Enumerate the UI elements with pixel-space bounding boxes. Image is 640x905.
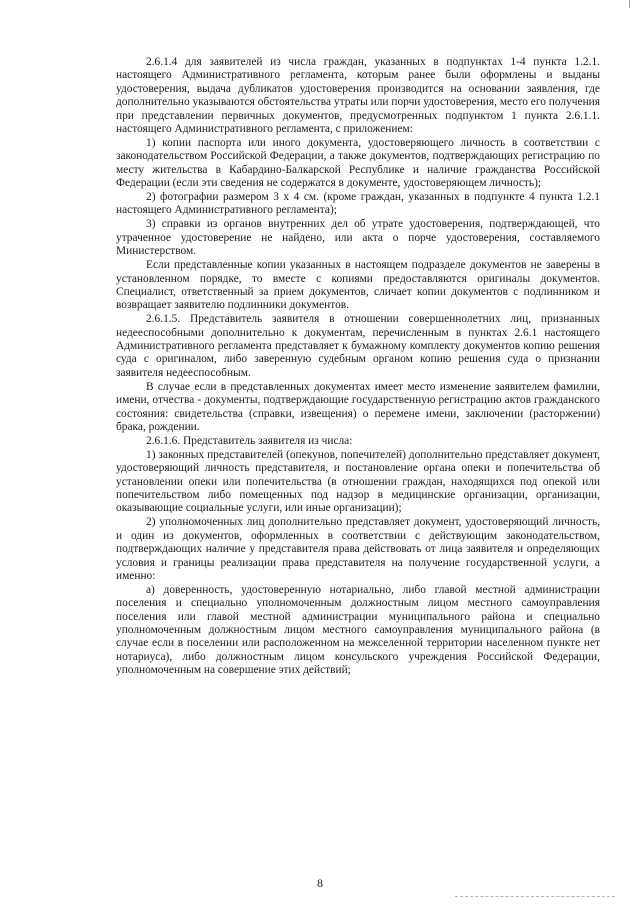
paragraph-name-change: В случае если в представленных документах имеет место изменение заявителем фамилии, имени, отчества - документы, подтверждающие государственную регистрацию актов гражданского состояния: свидетельства (справки, извещения) о перемене имени, заключении (расторжении) брака, рождении.	[116, 380, 600, 433]
scan-edge-mark	[629, 0, 630, 8]
paragraph-power-of-attorney: а) доверенность, удостоверенную нотариально, либо главой местной администрации поселения и специально уполномоченным должностным лицом местного самоуправления поселения или главой местной администрации муниципального района и специально уполномоченным должностным лицом местного самоуправления муниципального района (в случае если в поселении или расположенном на межселенной территории населенном пункте нет нотариуса), либо должностным лицом консульского учреждения Российской Федерации, уполномоченным на совершение этих действий;	[116, 583, 600, 677]
page-number: 8	[317, 876, 323, 890]
paragraph-copies-note: Если представленные копии указанных в настоящем подразделе документов не заверены в установленном порядке, то вместе с копиями предоставляются оригиналы документов. Специалист, ответственный за прием документов, сличает копии документов с подлинником и возвращает заявителю подлинники документов.	[116, 259, 600, 312]
paragraph-2-6-1-4: 2.6.1.4 для заявителей из числа граждан, указанных в подпунктах 1-4 пункта 1.2.1. настоящего Административного регламента, которым ранее были оформлены и выданы удостоверения, выдача дубликатов удостоверения производится на основании заявления, где дополнительно указываются обстоятельства утраты или порчи удостоверения, место его получения при представлении первичных документов, предусмотренных подпунктом 1 пункта 2.6.1.1. настоящего Административного регламента, с приложением:	[116, 56, 601, 136]
paragraph-item-1: 1) копии паспорта или иного документа, удостоверяющего личность в соответствии с законодательством Российской Федерации, а также документов, подтверждающих регистрацию по месту жительства в Кабардино-Балкарской Республике и наличие гражданства Российской Федерации (если эти сведения не содержатся в документе, удостоверяющем личность);	[116, 136, 600, 190]
paragraph-2-6-1-5: 2.6.1.5. Представитель заявителя в отношении совершеннолетних лиц, признанных недееспособными дополнительно к документам, перечисленным в пунктах 2.6.1 настоящего Административного регламента представляет к бумажному комплекту документов копию решения суда с оригиналом, либо заверенную судебным органом копию решения суда о признании заявителя недееспособным.	[116, 313, 600, 379]
paragraph-2-6-1-6: 2.6.1.6. Представитель заявителя из числа:	[146, 434, 353, 447]
document-body	[116, 56, 600, 678]
paragraph-item-3: 3) справки из органов внутренних дел об утрате удостоверения, подтверждающей, что утраченное удостоверение не найдено, или акта о порче удостоверения, составляемого Министерством.	[116, 218, 600, 258]
paragraph-authorized-persons: 2) уполномоченных лиц дополнительно представляет документ, удостоверяющий личность, и один из документов, оформленных в соответствии с действующим законодательством, подтверждающих наличие у представителя права действовать от лица заявителя и определяющих условия и границы реализации права представителя на получение государственной услуги, а именно:	[116, 516, 600, 582]
scan-footer-line	[455, 896, 615, 898]
paragraph-item-2: 2) фотографии размером 3 х 4 см. (кроме граждан, указанных в подпункте 4 пункта 1.2.1 настоящего Административного регламента);	[116, 191, 600, 217]
paragraph-legal-representatives: 1) законных представителей (опекунов, попечителей) дополнительно представляет документ, удостоверяющий личность представителя, и постановление органа опеки и попечительства об установлении опеки или попечительства (в отношении граждан, находящихся под опекой или попечительством либо помещенных под надзор в медицинские организации, организации, оказывающие социальные услуги, или иные организации);	[116, 448, 600, 515]
